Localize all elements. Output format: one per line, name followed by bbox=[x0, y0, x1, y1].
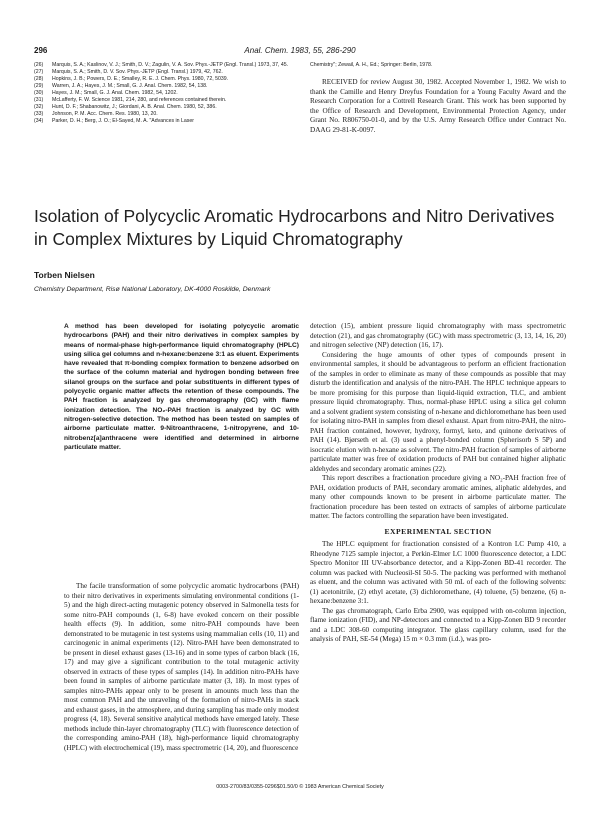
reference-text: Parker, D. H.; Berg, J. O.; El-Sayed, M. A. "Advances in Laser bbox=[52, 118, 194, 124]
body-paragraph: The facile transformation of some polycyclic aromatic hydrocarbons (PAH) to their nitro derivatives in experiments simulating environmental conditions (1-5) and the high direct-acting mutagenic potency observed in Salmonella tests for some nitro-PAH compounds (1, 6-8) have evoked concern on their possible health effects (9). In addition, some nitro-PAH compounds have been demonstrated to be mutagenic in test systems using mammalian cells (10, 11) and carcinogenic in animal experiments (12). Nitro-PAH have been demonstrated to be present in diesel exhaust gases (13-16) and in some types of carbon black (16, 17) and may give a significant contribution to the total mutagenic activity observed in extracts of these types of samples (14). In addition nitro-PAHs have been found in samples of airborne particulate matter (3, 18). In most types of samples nitro-PAHs appear only to be present in amounts much less than the most common PAH and the unraveling of the formation of nitro-PAHs in stack and exhaust gases, in the atmosphere, and during sampling has made only modest progress (4, 18). Several sensitive analytical methods have emerged lately. These methods include thin-layer chromatography (TLC) with fluorescence detection of the corresponding amino-PAH (18), high-performance liquid chromatography (HPLC) with electrochemical (19), mass spectrometric (14, 20), and fluorescence bbox=[64, 582, 299, 752]
reference-text: Johnson, P. M. Acc. Chem. Res. 1980, 13, 20. bbox=[52, 111, 158, 117]
abstract: A method has been developed for isolating polycyclic aromatic hydrocarbons (PAH) and their nitro derivatives in complex samples by means of normal-phase high-performance liquid chromatography (HPLC) using silica gel columns and n-hexane:benzene 3:1 as eluent. Experiments have revealed that π-bonding complex formation to benzene adsorbed on the surface of the column material and hydrogen bonding between free silanol groups on the surface and polar substituents in different types of polycyclic organic matter affects the retention of these compounds. The PAH fraction is analyzed by gas chromatography (GC) with flame ionization detection. The NO₂-PAH fraction is analyzed by GC with nitrogen-selective detection. The method has been tested on samples of airborne particulate matter. 9-Nitroanthracene, 1-nitropyrene, and 10-nitrobenz[a]anthracene were identified and determined in airborne particulate matter. bbox=[64, 323, 299, 451]
reference-number: (33) bbox=[34, 111, 44, 117]
body-paragraph: The HPLC equipment for fractionation consisted of a Kontron LC Pump 410, a Rheodyne 7125 sample injector, a Perkin-Elmer LC 1000 fluorescence detector, a LDC Spectro Monitor III UV-absorbance detector, and a Kipp-Zonen BD-41 recorder. The column was packed with Nucleosil-SI 50-5. The packing was performed with methanol as eluent, and the column was activated with 50 mL of each of the following solvents: (1) acetonitrile, (2) ethyl acetate, (3) dichloromethane, (4) toluene, (5) benzene, (6) n-hexane:benzene 3:1. bbox=[310, 540, 566, 605]
page-header bbox=[34, 46, 566, 58]
author-name: Torben Nielsen bbox=[34, 270, 95, 280]
body-paragraph: The gas chromatograph, Carlo Erba 2900, was equipped with on-column injection, flame ionization (FID), and NP-detectors and connected to a Kipp-Zonen BD 9 recorder and a LDC 308-60 computing integrator. The glass capillary column, used for the analysis of PAH, SE-54 (Mega) 15 m × 0.3 mm (i.d.), was pro- bbox=[310, 606, 566, 643]
received-note: RECEIVED for review August 30, 1982. Accepted November 1, 1982. We wish to thank the Camille and Henry Dreyfus Foundation for a Young Faculty Award and the Research Corporation for a Cottrell Research Grant. This work has been supported by the Office of Research and Development, Environmental Protection Agency, under Grant No. R806750-01-0, and by the U.S. Army Research Office under Contract No. DAAG 29-81-K-0097. bbox=[310, 78, 566, 134]
reference-text: McLafferty, F. W. Science 1981, 214, 280, and references contained therein. bbox=[52, 97, 227, 103]
reference-number: (27) bbox=[34, 69, 44, 75]
body-column-right bbox=[310, 322, 566, 645]
reference-text: Hopkins, J. B.; Powers, D. E.; Smalley, R. E. J. Chem. Phys. 1980, 72, 5039. bbox=[52, 76, 229, 82]
reference-number: (31) bbox=[34, 97, 44, 103]
body-paragraph: Considering the huge amounts of other types of compounds present in environmental samples, it should be advantageous to perform an efficient fractionation of the samples in order to eliminate as many of these compounds as possible that may disturb the identification and analysis of the nitro-PAH. The HPLC technique appears to be more promising for this purpose than liquid-liquid extraction, TLC, and ambient pressure liquid chromatography. Thus, normal-phase HPLC using a silica gel column and a solvent gradient system consisting of n-hexane and dichloromethane has been used for isolating nitro-PAH in samples from diesel exhaust. Apart from nitro-PAH, the nitro-PAH fraction contained, however, hydroxy, formyl, keto, and quinone derivatives of PAH (14). Bjørseth et al. (3) used a phenyl-bonded column (Spherisorb S 5P) and isocratic elution with n-hexane as solvent. The nitro-PAH fraction of samples of airborne particulate matter was free of oxidation products of PAH but contained higher aliphatic aldehydes and secondary aromatic amines (22). bbox=[310, 350, 566, 473]
reference-item bbox=[34, 69, 298, 76]
reference-text: Hunt, D. F.; Shabanowitz, J.; Giordani, A. B. Anal. Chem. 1980, 52, 386. bbox=[52, 104, 217, 110]
reference-text: Warren, J. A.; Hayes, J. M.; Small, G. J. Anal. Chem. 1982, 54, 138. bbox=[52, 83, 208, 89]
reference-number: (28) bbox=[34, 76, 44, 82]
page-number: 296 bbox=[34, 46, 48, 55]
author-affiliation: Chemistry Department, Risø National Laboratory, DK-4000 Roskilde, Denmark bbox=[34, 286, 271, 293]
reference-item bbox=[34, 83, 298, 90]
reference-number: (34) bbox=[34, 118, 44, 124]
reference-number: (29) bbox=[34, 83, 44, 89]
reference-item bbox=[34, 111, 298, 118]
reference-text: Hayes, J. M.; Small, G. J. Anal. Chem. 1982, 54, 1202. bbox=[52, 90, 178, 96]
reference-number: (26) bbox=[34, 62, 44, 68]
reference-item bbox=[34, 76, 298, 83]
body-paragraph: detection (15), ambient pressure liquid chromatography with mass spectrometric detection (21), and gas chromatography (GC) with mass spectrometric (3, 13, 14, 16, 20) and nitrogen selective (NP) detection (16, 17). bbox=[310, 322, 566, 349]
reference-item bbox=[34, 97, 298, 104]
article-title: Isolation of Polycyclic Aromatic Hydrocarbons and Nitro Derivatives in Complex Mixtures by Liquid Chromatography bbox=[34, 206, 555, 249]
reference-list bbox=[34, 62, 298, 125]
reference-item bbox=[34, 62, 298, 69]
reference-number: (32) bbox=[34, 104, 44, 110]
reference-text: Marquis, S. A.; Kaslinov, V. J.; Smith, D. V.; Zagulin, V. A. Sov. Phys.-JETP (Engl. Transl.) 1973, 37, 45. bbox=[52, 62, 289, 68]
reference-item bbox=[34, 90, 298, 97]
reference-continuation: Chemistry"; Zewail, A. H., Ed.; Springer: Berlin, 1978. bbox=[310, 62, 433, 68]
received-block bbox=[310, 62, 566, 136]
reference-item bbox=[34, 118, 298, 125]
reference-number: (30) bbox=[34, 90, 44, 96]
reference-text: Marquis, S. A.; Smith, D. V. Sov. Phys.-JETP (Engl. Transl.) 1979, 42, 762. bbox=[52, 69, 223, 75]
reference-item bbox=[34, 104, 298, 111]
page-footer: 0003-2700/83/0355-0296$01.50/0 © 1983 American Chemical Society bbox=[216, 784, 384, 790]
section-heading: EXPERIMENTAL SECTION bbox=[384, 526, 492, 536]
journal-citation: Anal. Chem. 1983, 55, 286-290 bbox=[244, 46, 356, 55]
body-column-left bbox=[64, 582, 299, 753]
body-paragraph: This report describes a fractionation procedure giving a NO₂-PAH fraction free of PAH, oxidation products of PAH, secondary aromatic amines, aliphatic aldehydes, and many other compounds known to be present in airborne particulate matter. The fractionation procedure has been tested on extracts of samples of airborne particulate matter. The factors controlling the separation have been investigated. bbox=[310, 474, 566, 520]
